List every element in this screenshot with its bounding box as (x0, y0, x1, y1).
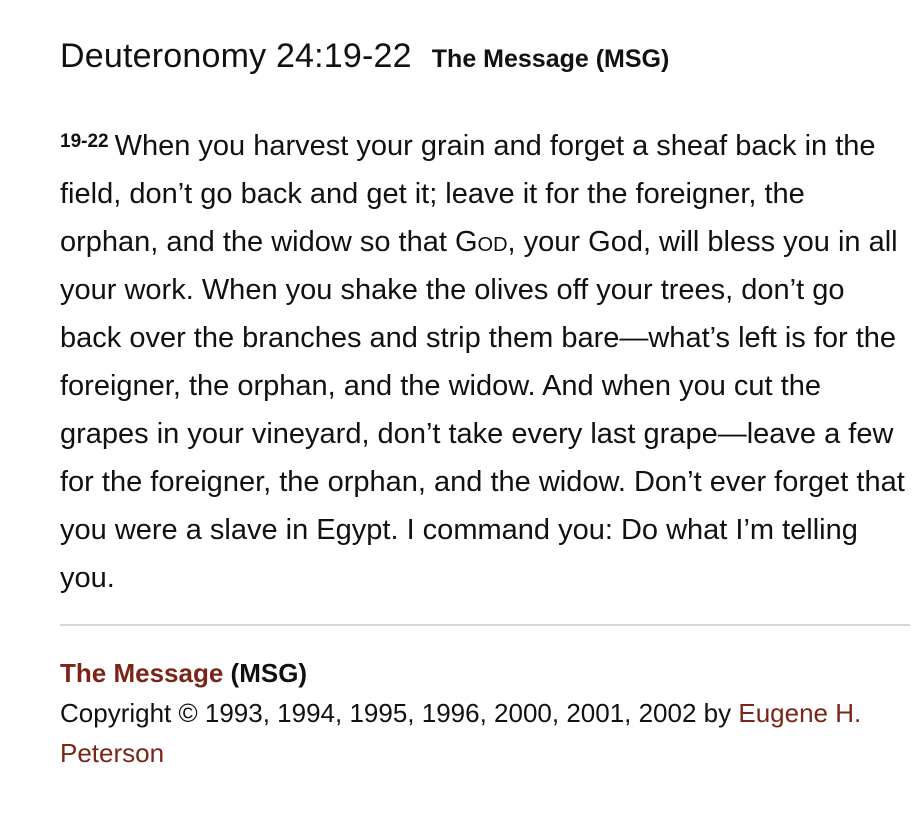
divider (60, 624, 910, 626)
version-label: The Message (MSG) (431, 45, 670, 73)
passage-text-part2: , your God, will bless you in all your work. When you shake the olives off your trees, don’t go back over the branches and strip them bare—what’s left is for the foreigner, the orphan, and the widow. And when you cut the grapes in your vineyard, don’t take every last grape—leave a few for the foreigner, the orphan, and the widow. Don’t ever forget that you were a slave in Egypt. I command you: Do what I’m telling you. (60, 226, 905, 594)
copyright-line (60, 693, 908, 773)
translation-link[interactable]: The Message (60, 658, 224, 688)
passage-text-part1: When you harvest your grain and forget a sheaf back in the field, don’t go back and get it; leave it for the foreigner, the orphan, and the widow so that (60, 130, 876, 258)
author-link[interactable]: Eugene H. Peterson (60, 698, 862, 768)
passage-reference: Deuteronomy 24:19-22 (60, 37, 412, 75)
passage-header (60, 37, 908, 83)
translation-abbrev: (MSG) (230, 658, 308, 688)
copyright-text: Copyright © 1993, 1994, 1995, 1996, 2000, 2001, 2002 by (60, 698, 739, 728)
translation-line (60, 653, 908, 693)
verse-number: 19-22 (60, 131, 109, 152)
bible-passage-page (60, 0, 908, 773)
lord-small-caps: God (454, 226, 508, 258)
copyright-footer (60, 653, 908, 773)
passage-text (60, 122, 906, 602)
